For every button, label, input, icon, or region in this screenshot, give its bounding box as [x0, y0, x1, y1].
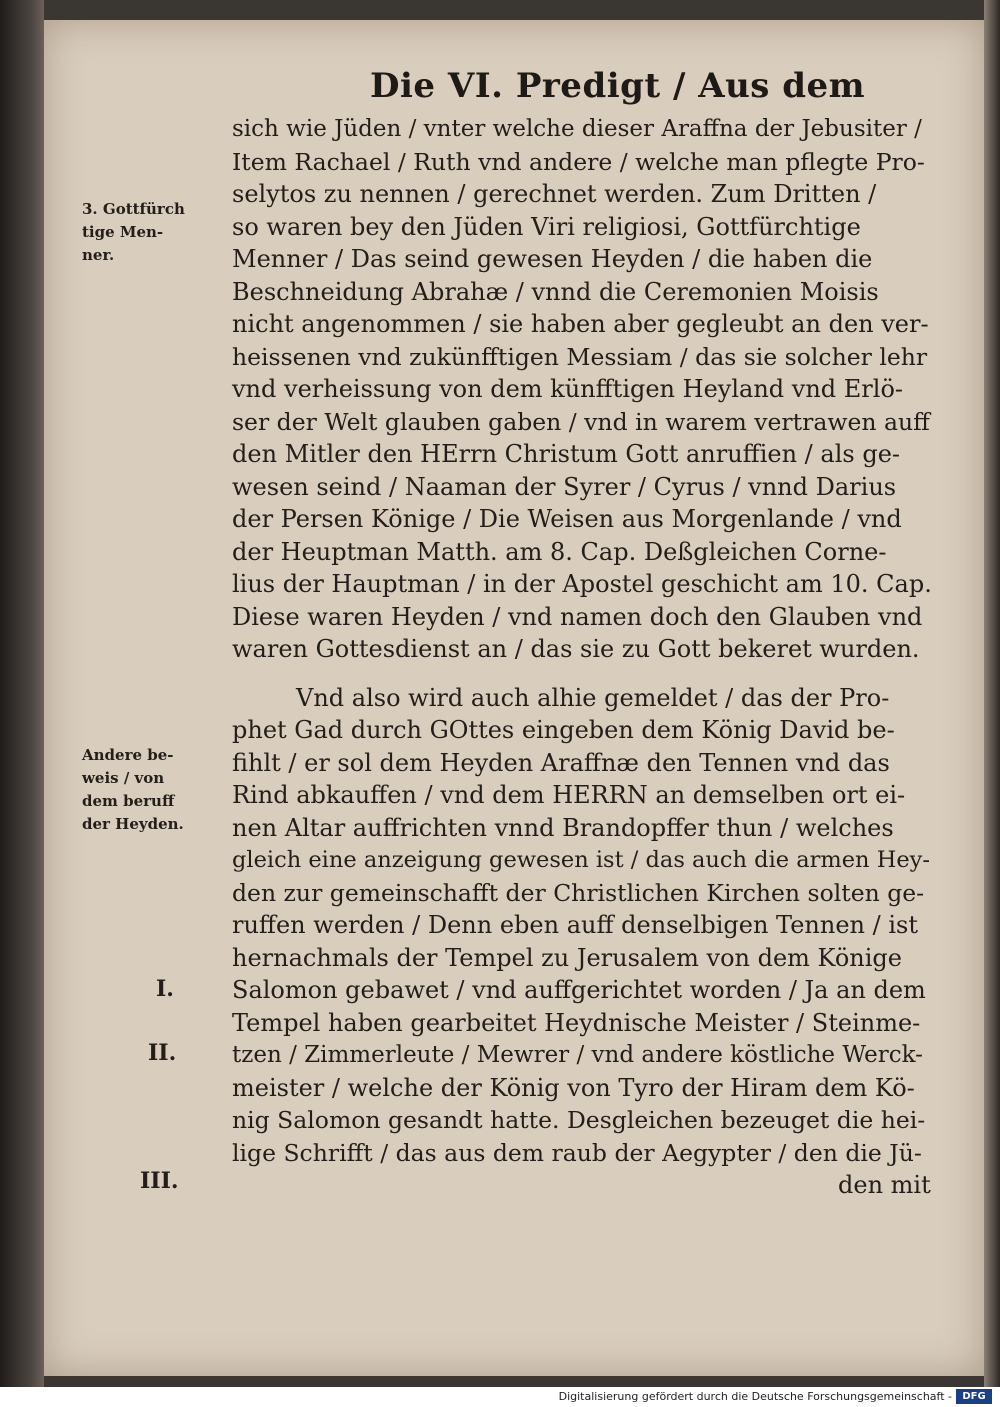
margin-note-gottfuerchtige — [82, 198, 222, 267]
text-line: so waren bey den Jüden Viri religiosi, Gottfürchtige — [232, 212, 861, 241]
text-line: lige Schrifft / das aus dem raub der Aegypter / den die Jü- — [232, 1138, 922, 1167]
text-line: Rind abkauffen / vnd dem HERRN an demselben ort ei- — [232, 781, 906, 809]
text-line: tzen / Zimmerleute / Mewrer / vnd andere köstliche Werck- — [232, 1042, 923, 1068]
text-line: ser der Welt glauben gaben / vnd in warem vertrawen auff — [232, 407, 930, 436]
numeral-three: III. — [140, 1168, 179, 1194]
text-line: Item Rachael / Ruth vnd andere / welche man pflegte Pro- — [232, 147, 925, 176]
text-line: nen Altar auffrichten vnnd Brandopffer thun / welches — [232, 813, 894, 842]
text-line: waren Gottesdienst an / das sie zu Gott bekeret wurden. — [232, 635, 920, 663]
text-line: gleich eine anzeigung gewesen ist / das auch die armen Hey- — [232, 847, 930, 873]
text-line: der Heuptman Matth. am 8. Cap. Deßgleichen Corne- — [232, 537, 887, 566]
text-line: den zur gemeinschafft der Christlichen Kirchen solten ge- — [232, 878, 925, 907]
text-line: heissenen vnd zukünfftigen Messiam / das sie solcher lehr — [232, 342, 928, 371]
text-line: vnd verheissung von dem künfftigen Heyland vnd Erlö- — [232, 375, 904, 403]
margin-note-line: dem beruff — [82, 792, 175, 810]
text-line: selytos zu nennen / gerechnet werden. Zum Dritten / — [232, 180, 877, 208]
text-line: nicht angenommen / sie haben aber gegleubt an den ver- — [232, 310, 929, 338]
text-line: Beschneidung Abrahæ / vnnd die Ceremonien Moisis — [232, 277, 879, 306]
book-gutter — [0, 0, 44, 1387]
text-line: meister / welche der König von Tyro der Hiram dem Kö- — [232, 1073, 915, 1102]
footer-bar — [0, 1387, 1000, 1407]
text-line: Menner / Das seind gewesen Heyden / die haben die — [232, 245, 873, 273]
dfg-logo-icon: DFG — [956, 1389, 992, 1404]
text-line: Vnd also wird auch alhie gemeldet / das der Pro- — [296, 683, 890, 712]
text-line: den mit — [838, 1171, 931, 1199]
numeral-one: I. — [156, 976, 174, 1002]
page-header: Die VI. Predigt / Aus dem — [370, 66, 866, 106]
margin-note-beruff — [82, 744, 222, 836]
margin-note-line: weis / von — [82, 769, 165, 787]
text-line: der Persen Könige / Die Weisen aus Morgenlande / vnd — [232, 505, 902, 533]
margin-note-line: ner. — [82, 246, 115, 264]
margin-note-line: tige Men- — [82, 223, 164, 241]
text-line: Diese waren Heyden / vnd namen doch den Glauben vnd — [232, 602, 923, 631]
numeral-two: II. — [148, 1040, 177, 1066]
text-line: ruffen werden / Denn eben auff denselbigen Tennen / ist — [232, 911, 918, 939]
text-line: hernachmals der Tempel zu Jerusalem von dem Könige — [232, 943, 902, 972]
text-line: fihlt / er sol dem Heyden Araffnæ den Tennen vnd das — [232, 748, 890, 777]
text-line: Salomon gebawet / vnd auffgerichtet worden / Ja an dem — [232, 976, 926, 1004]
text-line: wesen seind / Naaman der Syrer / Cyrus / vnnd Darius — [232, 472, 897, 501]
text-line: phet Gad durch GOttes eingeben dem König David be- — [232, 716, 895, 744]
text-line: nig Salomon gesandt hatte. Desgleichen bezeuget die hei- — [232, 1106, 926, 1134]
margin-note-line: Andere be- — [82, 746, 174, 764]
margin-note-line: 3. Gottfürch — [82, 200, 185, 218]
text-line: sich wie Jüden / vnter welche dieser Araffna der Jebusiter / — [232, 116, 922, 142]
margin-note-line: der Heyden. — [82, 815, 184, 833]
footer-credit: Digitalisierung gefördert durch die Deutsche Forschungsgemeinschaft - — [558, 1390, 952, 1403]
text-line: lius der Hauptman / in der Apostel geschicht am 10. Cap. — [232, 570, 932, 598]
text-line: den Mitler den HErrn Christum Gott anruffien / als ge- — [232, 440, 901, 468]
text-line: Tempel haben gearbeitet Heydnische Meister / Steinme- — [232, 1008, 921, 1037]
